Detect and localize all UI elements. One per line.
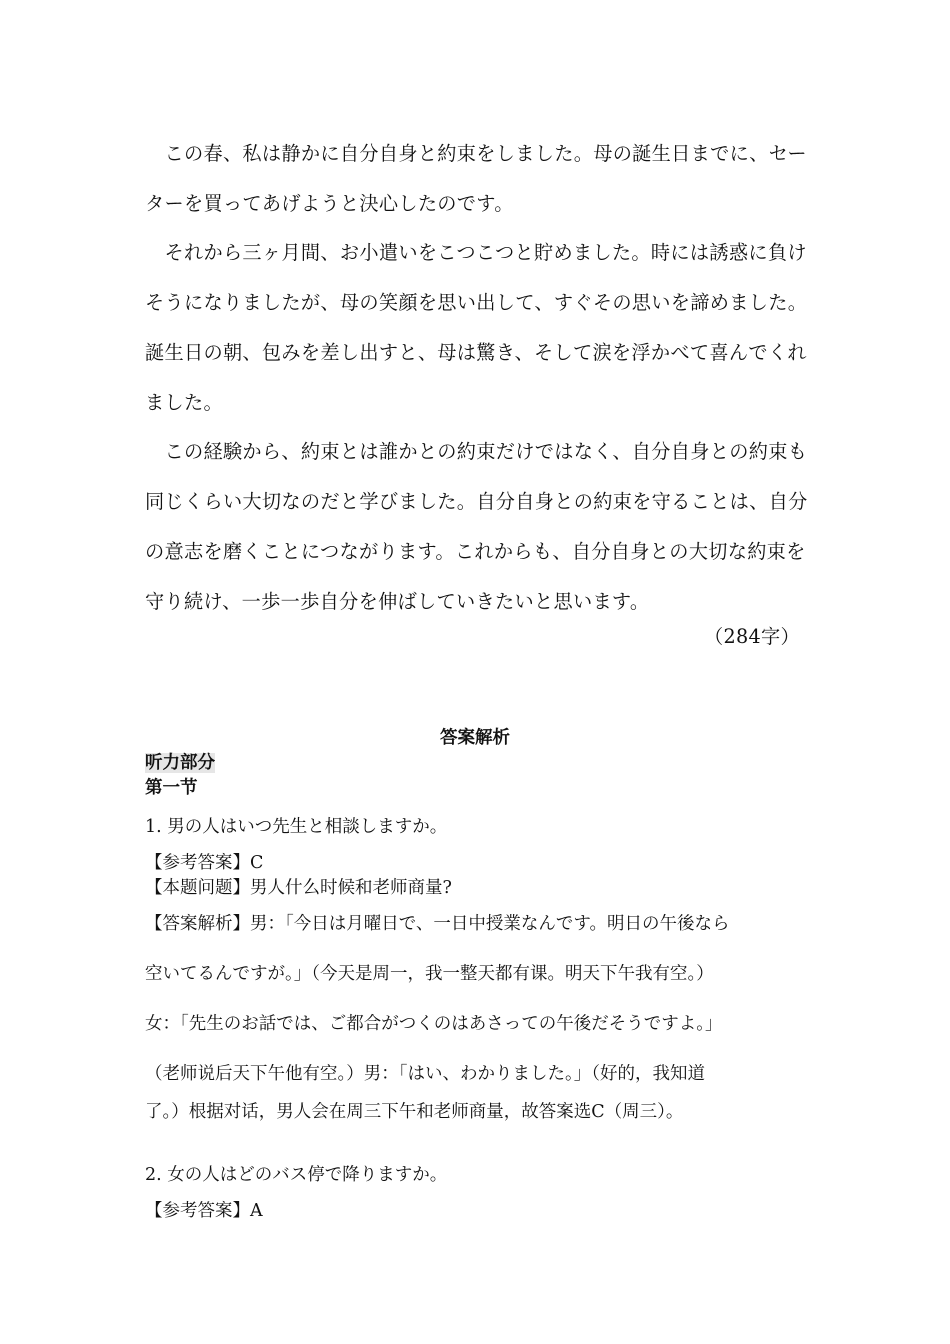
essay-line: 誕生日の朝、包みを差し出すと、母は驚き、そして涙を浮かべて喜んでくれ	[145, 341, 807, 364]
question-text: 1. 男の人はいつ先生と相談しますか。	[145, 817, 448, 837]
reference-answer: 【参考答案】C	[145, 853, 264, 873]
reference-answer: 【参考答案】A	[145, 1201, 263, 1221]
essay-line: この経験から、約束とは誰かとの約束だけではなく、自分自身との約束も	[145, 440, 808, 463]
analysis-line: 空いてるんですが。」（今天是周一，我一整天都有课。明天下午我有空。）	[145, 964, 714, 984]
analysis-line: （老师说后天下午他有空。）男：「はい、わかりました。」（好的，我知道	[145, 1064, 705, 1084]
answers-title: 答案解析	[440, 728, 510, 748]
section-heading-text: 听力部分	[145, 753, 215, 773]
analysis-line: 女：「先生のお話では、ご都合がつくのはあさっての午後だそうですよ。」	[145, 1014, 723, 1034]
essay-line: 守り続け、一歩一歩自分を伸ばしていきたいと思います。	[145, 590, 650, 613]
analysis-line: 了。）根据对话，男人会在周三下午和老师商量，故答案选C（周三）。	[145, 1102, 684, 1122]
essay-line: この春、私は静かに自分自身と約束をしました。母の誕生日までに、セー	[145, 142, 807, 165]
question-text: 2. 女の人はどのバス停で降りますか。	[145, 1165, 448, 1185]
subsection-heading: 第一节	[145, 778, 198, 798]
essay-line: そうになりましたが、母の笑顔を思い出して、すぐその思いを諦めました。	[145, 291, 808, 314]
section-heading	[145, 749, 215, 774]
essay-line: ターを買ってあげようと決心したのです。	[145, 192, 514, 215]
essay-line: それから三ヶ月間、お小遣いをこつこつと貯めました。時には誘惑に負け	[145, 241, 807, 264]
essay-line: 同じくらい大切なのだと学びました。自分自身との約束を守ることは、自分	[145, 490, 808, 513]
essay-line: ました。	[145, 391, 223, 414]
char-count: （284字）	[704, 625, 800, 648]
question-topic: 【本题问题】男人什么时候和老师商量?	[145, 878, 452, 898]
analysis-line: 【答案解析】男：「今日は月曜日で、一日中授業なんです。明日の午後なら	[145, 914, 730, 934]
essay-line: の意志を磨くことにつながります。これからも、自分自身との大切な約束を	[145, 540, 806, 563]
